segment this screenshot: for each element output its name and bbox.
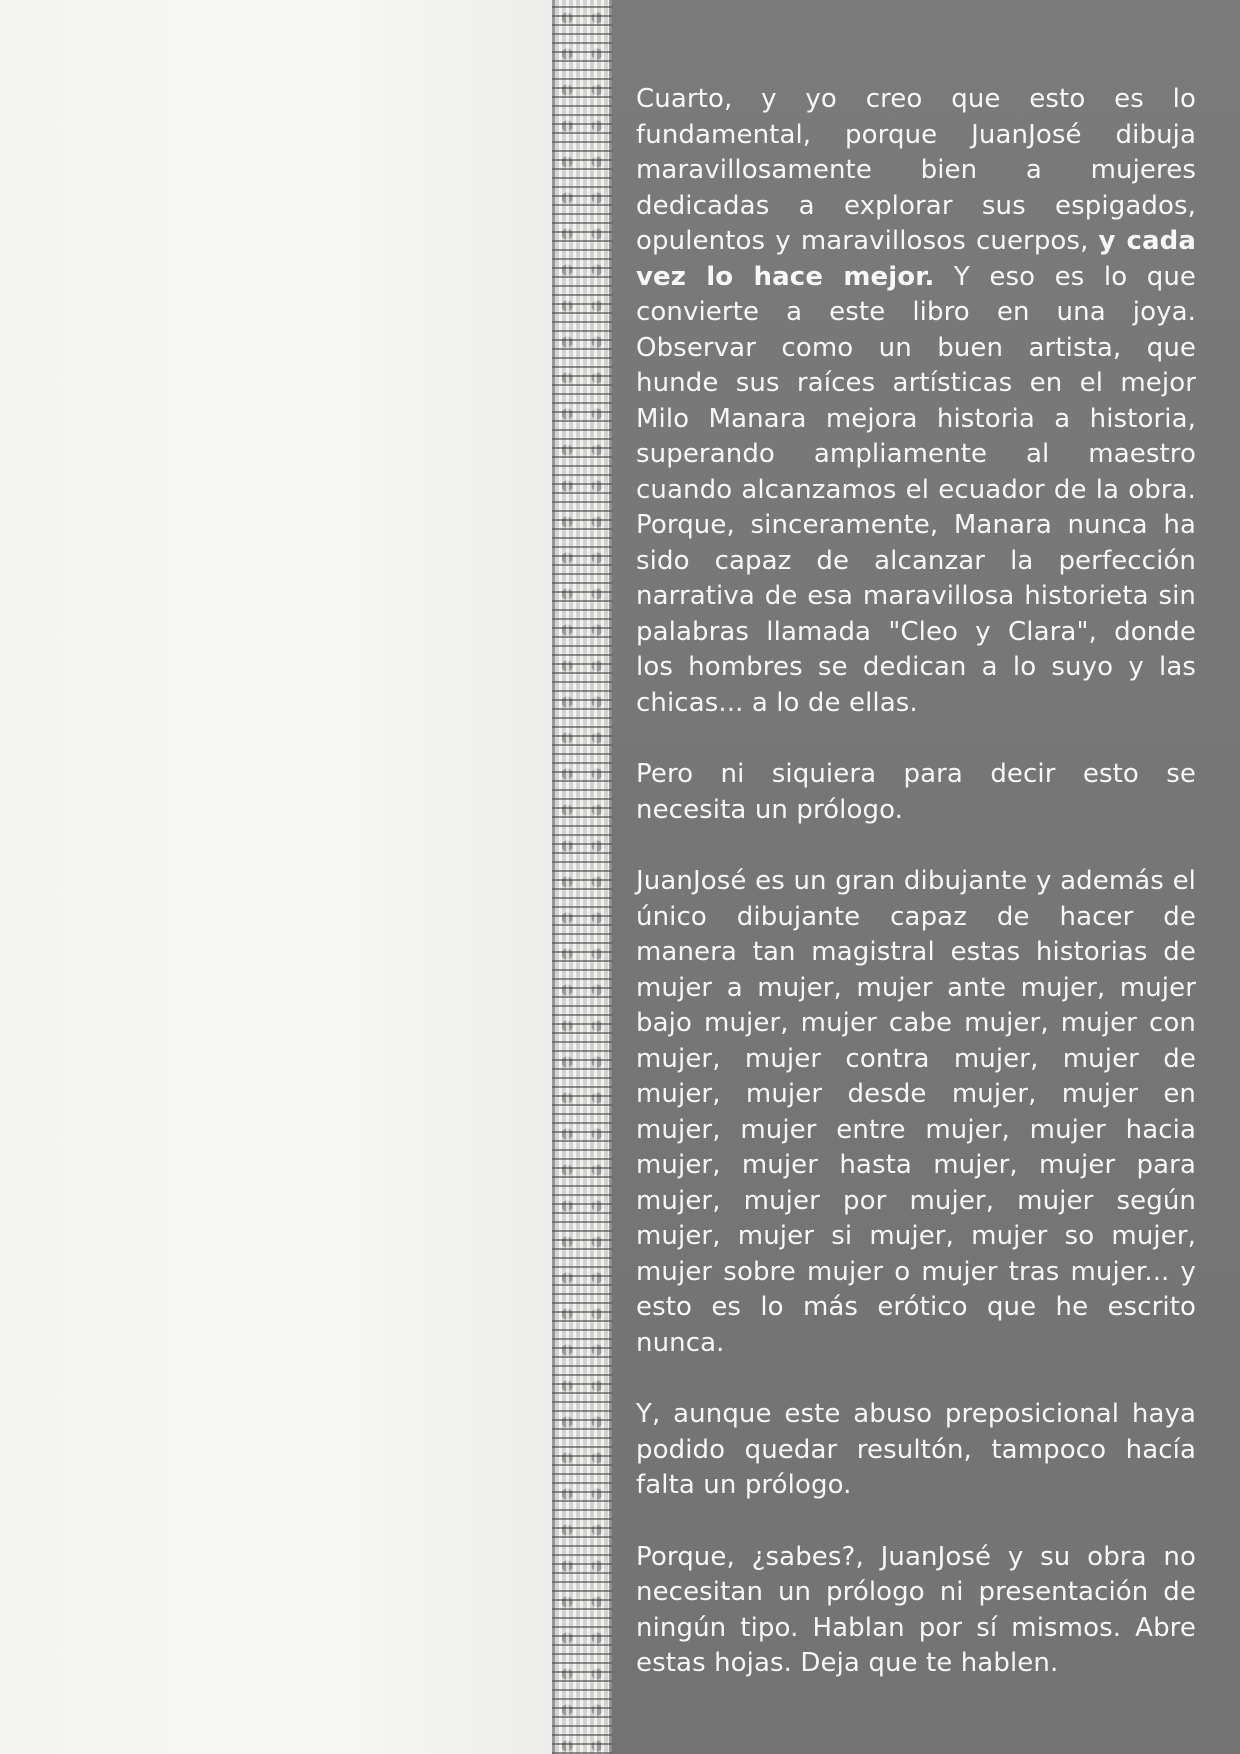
paragraph-5	[636, 1540, 1196, 1682]
blank-left-page	[0, 0, 552, 1754]
paragraph-4-segment-1: Y, aunque este abuso preposicional haya podido quedar resultón, tampoco hacía falta un prólogo.	[636, 1399, 1196, 1500]
prologue-text	[636, 82, 1196, 1718]
paragraph-3	[636, 864, 1196, 1361]
paragraph-3-segment-1: JuanJosé es un gran dibujante y además el único dibujante capaz de hacer de manera tan magistral estas historias de mujer a mujer, mujer ante mujer, mujer bajo mujer, mujer cabe mujer, mujer con mujer, mujer contra mujer, mujer de mujer, mujer desde mujer, mujer en mujer, mujer entre mujer, mujer hacia mujer, mujer hasta mujer, mujer para mujer, mujer por mujer, mujer según mujer, mujer si mujer, mujer so mujer, mujer sobre mujer o mujer tras mujer... y esto es lo más erótico que he escrito nunca.	[636, 866, 1196, 1358]
paragraph-1-segment-1: Cuarto, y yo creo que esto es lo fundamental, porque JuanJosé dibuja maravillosamente bien a mujeres dedicadas a explorar sus espigados, opulentos y maravillosos cuerpos,	[636, 84, 1196, 256]
paragraph-2-segment-1: Pero ni siquiera para decir esto se necesita un prólogo.	[636, 759, 1196, 825]
paragraph-1	[636, 82, 1196, 721]
paragraph-4	[636, 1397, 1196, 1504]
prologue-column	[612, 0, 1240, 1754]
paragraph-5-segment-1: Porque, ¿sabes?, JuanJosé y su obra no necesitan un prólogo ni presentación de ningún tipo. Hablan por sí mismos. Abre estas hojas. Deja que te hablen.	[636, 1541, 1196, 1678]
paragraph-1-emphasis: y cada vez lo hace mejor.	[636, 226, 1196, 292]
decorative-border-strip	[552, 0, 612, 1754]
paragraph-2	[636, 757, 1196, 828]
paragraph-1-segment-3: Y eso es lo que convierte a este libro en una joya. Observar como un buen artista, que hunde sus raíces artísticas en el mejor Milo Manara mejora historia a historia, superando ampliamente al maestro cuando alcanzamos el ecuador de la obra. Porque, sinceramente, Manara nunca ha sido capaz de alcanzar la perfección narrativa de esa maravillosa historieta sin palabras llamada "Cleo y Clara", donde los hombres se dedican a lo suyo y las chicas... a lo de ellas.	[636, 261, 1196, 718]
